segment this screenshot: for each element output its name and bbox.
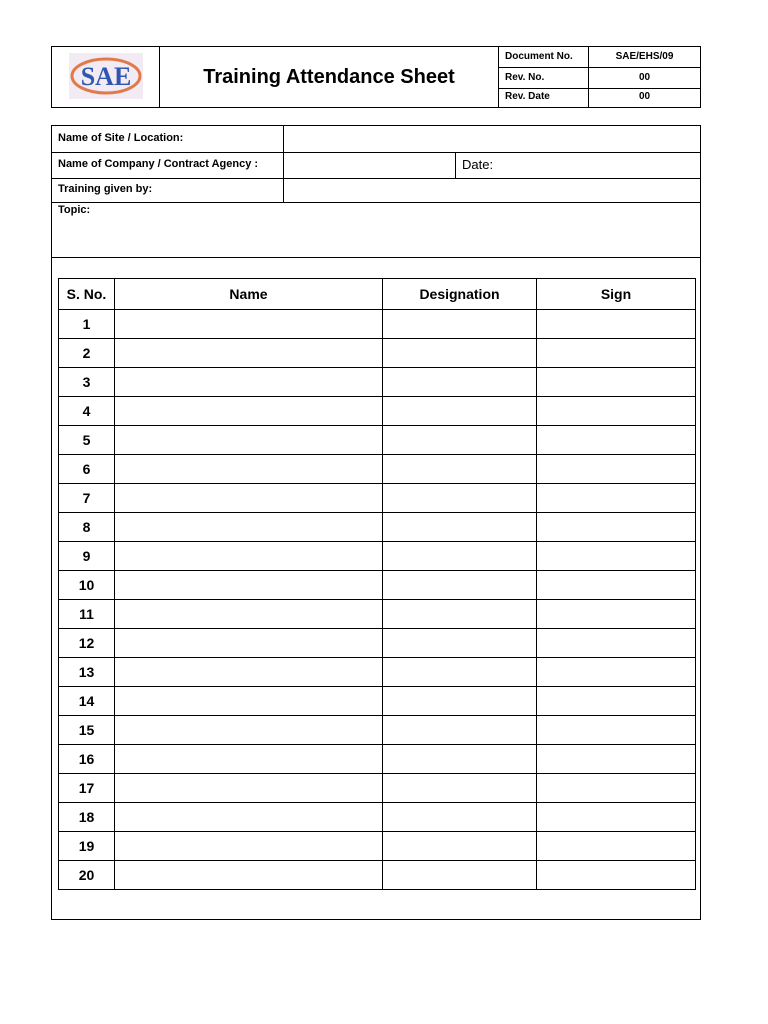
meta-label: Rev. No. bbox=[499, 68, 589, 88]
table-row bbox=[59, 571, 696, 600]
designation-cell[interactable] bbox=[383, 368, 537, 397]
table-row bbox=[59, 310, 696, 339]
name-cell[interactable] bbox=[115, 513, 383, 542]
sign-cell[interactable] bbox=[537, 455, 696, 484]
table-row bbox=[59, 397, 696, 426]
table-row bbox=[59, 803, 696, 832]
serial-number: 17 bbox=[59, 774, 115, 803]
site-label: Name of Site / Location: bbox=[58, 132, 184, 144]
table-row bbox=[59, 774, 696, 803]
meta-value: 00 bbox=[638, 91, 651, 102]
company-field[interactable] bbox=[284, 152, 455, 177]
meta-row-rev-date bbox=[499, 87, 700, 107]
table-row bbox=[59, 484, 696, 513]
site-field[interactable] bbox=[284, 126, 700, 151]
attendance-table bbox=[58, 278, 696, 890]
serial-number: 10 bbox=[59, 571, 115, 600]
name-cell[interactable] bbox=[115, 687, 383, 716]
serial-number: 19 bbox=[59, 832, 115, 861]
table-row bbox=[59, 716, 696, 745]
serial-number: 6 bbox=[59, 455, 115, 484]
name-cell[interactable] bbox=[115, 426, 383, 455]
serial-number: 7 bbox=[59, 484, 115, 513]
name-cell[interactable] bbox=[115, 774, 383, 803]
table-row bbox=[59, 455, 696, 484]
sign-cell[interactable] bbox=[537, 600, 696, 629]
serial-number: 8 bbox=[59, 513, 115, 542]
meta-value: 00 bbox=[638, 72, 651, 83]
svg-text:SAE: SAE bbox=[80, 62, 132, 91]
serial-number: 16 bbox=[59, 745, 115, 774]
sign-cell[interactable] bbox=[537, 310, 696, 339]
name-cell[interactable] bbox=[115, 629, 383, 658]
table-header-row bbox=[59, 279, 696, 310]
page-title: Training Attendance Sheet bbox=[160, 47, 499, 107]
topic-label: Topic: bbox=[58, 204, 91, 216]
designation-cell[interactable] bbox=[383, 803, 537, 832]
document-header bbox=[51, 46, 701, 108]
meta-row-document-no bbox=[499, 47, 700, 67]
designation-cell[interactable] bbox=[383, 774, 537, 803]
sign-cell[interactable] bbox=[537, 397, 696, 426]
name-cell[interactable] bbox=[115, 310, 383, 339]
serial-number: 9 bbox=[59, 542, 115, 571]
table-row bbox=[59, 426, 696, 455]
designation-cell[interactable] bbox=[383, 339, 537, 368]
company-label: Name of Company / Contract Agency : bbox=[58, 158, 259, 170]
designation-cell[interactable] bbox=[383, 629, 537, 658]
table-row bbox=[59, 687, 696, 716]
name-cell[interactable] bbox=[115, 658, 383, 687]
header-sign: Sign bbox=[537, 279, 696, 310]
name-cell[interactable] bbox=[115, 484, 383, 513]
name-cell[interactable] bbox=[115, 571, 383, 600]
serial-number: 4 bbox=[59, 397, 115, 426]
date-label: Date: bbox=[462, 157, 494, 172]
serial-number: 14 bbox=[59, 687, 115, 716]
header-s-no: S. No. bbox=[59, 279, 115, 310]
designation-cell[interactable] bbox=[383, 832, 537, 861]
sign-cell[interactable] bbox=[537, 513, 696, 542]
sign-cell[interactable] bbox=[537, 861, 696, 890]
table-row bbox=[59, 745, 696, 774]
name-cell[interactable] bbox=[115, 745, 383, 774]
meta-label: Document No. bbox=[499, 47, 589, 67]
trainer-row bbox=[52, 178, 700, 203]
sign-cell[interactable] bbox=[537, 339, 696, 368]
serial-number: 12 bbox=[59, 629, 115, 658]
table-row bbox=[59, 832, 696, 861]
table-row bbox=[59, 542, 696, 571]
serial-number: 18 bbox=[59, 803, 115, 832]
table-row bbox=[59, 658, 696, 687]
sign-cell[interactable] bbox=[537, 716, 696, 745]
designation-cell[interactable] bbox=[383, 513, 537, 542]
meta-row-rev-no bbox=[499, 67, 700, 89]
name-cell[interactable] bbox=[115, 832, 383, 861]
divider bbox=[455, 152, 456, 178]
header-designation: Designation bbox=[383, 279, 537, 310]
table-row bbox=[59, 339, 696, 368]
designation-cell[interactable] bbox=[383, 455, 537, 484]
designation-cell[interactable] bbox=[383, 397, 537, 426]
designation-cell[interactable] bbox=[383, 600, 537, 629]
sign-cell[interactable] bbox=[537, 745, 696, 774]
name-cell[interactable] bbox=[115, 455, 383, 484]
name-cell[interactable] bbox=[115, 397, 383, 426]
sign-cell[interactable] bbox=[537, 629, 696, 658]
meta-value: SAE/EHS/09 bbox=[615, 51, 674, 62]
sign-cell[interactable] bbox=[537, 658, 696, 687]
designation-cell[interactable] bbox=[383, 426, 537, 455]
serial-number: 2 bbox=[59, 339, 115, 368]
topic-row[interactable] bbox=[52, 202, 700, 258]
table-row bbox=[59, 629, 696, 658]
table-row bbox=[59, 368, 696, 397]
sign-cell[interactable] bbox=[537, 687, 696, 716]
table-row bbox=[59, 600, 696, 629]
sign-cell[interactable] bbox=[537, 774, 696, 803]
trainer-field[interactable] bbox=[284, 178, 700, 201]
serial-number: 20 bbox=[59, 861, 115, 890]
sign-cell[interactable] bbox=[537, 542, 696, 571]
sign-cell[interactable] bbox=[537, 484, 696, 513]
table-row bbox=[59, 513, 696, 542]
sign-cell[interactable] bbox=[537, 832, 696, 861]
serial-number: 1 bbox=[59, 310, 115, 339]
designation-cell[interactable] bbox=[383, 687, 537, 716]
sign-cell[interactable] bbox=[537, 571, 696, 600]
designation-cell[interactable] bbox=[383, 571, 537, 600]
serial-number: 15 bbox=[59, 716, 115, 745]
designation-cell[interactable] bbox=[383, 542, 537, 571]
serial-number: 5 bbox=[59, 426, 115, 455]
name-cell[interactable] bbox=[115, 803, 383, 832]
sign-cell[interactable] bbox=[537, 426, 696, 455]
designation-cell[interactable] bbox=[383, 716, 537, 745]
designation-cell[interactable] bbox=[383, 658, 537, 687]
name-cell[interactable] bbox=[115, 368, 383, 397]
serial-number: 3 bbox=[59, 368, 115, 397]
table-row bbox=[59, 861, 696, 890]
sae-logo bbox=[69, 53, 143, 99]
serial-number: 11 bbox=[59, 600, 115, 629]
company-row bbox=[52, 152, 700, 179]
designation-cell[interactable] bbox=[383, 861, 537, 890]
name-cell[interactable] bbox=[115, 600, 383, 629]
name-cell[interactable] bbox=[115, 716, 383, 745]
designation-cell[interactable] bbox=[383, 745, 537, 774]
designation-cell[interactable] bbox=[383, 484, 537, 513]
date-field[interactable] bbox=[497, 152, 700, 177]
name-cell[interactable] bbox=[115, 339, 383, 368]
designation-cell[interactable] bbox=[383, 310, 537, 339]
site-row bbox=[52, 126, 700, 153]
logo-cell bbox=[52, 47, 160, 107]
sign-cell[interactable] bbox=[537, 368, 696, 397]
trainer-label: Training given by: bbox=[58, 183, 153, 195]
serial-number: 13 bbox=[59, 658, 115, 687]
sign-cell[interactable] bbox=[537, 803, 696, 832]
name-cell[interactable] bbox=[115, 861, 383, 890]
header-name: Name bbox=[115, 279, 383, 310]
meta-label: Rev. Date bbox=[499, 87, 589, 107]
name-cell[interactable] bbox=[115, 542, 383, 571]
